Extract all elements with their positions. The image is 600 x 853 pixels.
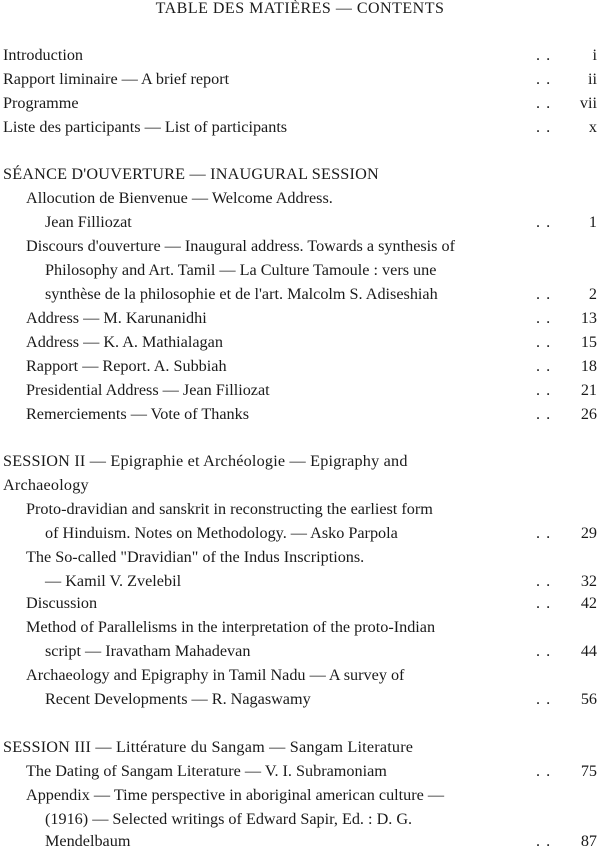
leader-dots: . . [536, 762, 552, 780]
entry-text: of Hinduism. Notes on Methodology. — Asko Parpola [45, 524, 398, 542]
entry-text: Remerciements — Vote of Thanks [26, 405, 249, 423]
toc-entry-nagaswamy[interactable] [0, 663, 600, 687]
entry-text: Programme [3, 94, 79, 112]
page-title: TABLE DES MATIÈRES — CONTENTS [155, 0, 445, 17]
toc-entry-parpola[interactable] [0, 497, 600, 521]
toc-entry-zvelebil-cont [0, 569, 600, 593]
leader-dots: . . [536, 309, 552, 327]
section-heading-text: SESSION II — Epigraphie et Archéologie — Epigraphy and [3, 452, 408, 470]
page-number: 32 [580, 572, 597, 590]
toc-entry-mahadevan-cont [0, 639, 600, 663]
entry-text: Discussion [26, 594, 98, 612]
entry-text: The Dating of Sangam Literature — V. I. Subramoniam [26, 762, 387, 780]
page-number: 42 [580, 594, 597, 612]
entry-text: Discours d'ouverture — Inaugural address. Towards a synthesis of [26, 237, 456, 255]
leader-dots: . . [536, 357, 552, 375]
toc-entry-mathialagan[interactable] [0, 330, 600, 354]
toc-entry-dating[interactable] [0, 759, 600, 783]
section-heading-session3 [0, 735, 600, 759]
page-number: i [592, 46, 597, 64]
leader-dots: . . [536, 118, 552, 136]
page-number: 75 [580, 762, 597, 780]
toc-entry-discussion[interactable] [0, 591, 600, 615]
entry-text: Rapport liminaire — A brief report [3, 70, 230, 88]
entry-author: Jean Filliozat [45, 213, 132, 231]
section-heading-text: SÉANCE D'OUVERTURE — INAUGURAL SESSION [3, 165, 379, 183]
toc-entry-appendix-cont2 [0, 829, 600, 853]
page-number: 21 [580, 381, 597, 399]
page-number: 18 [580, 357, 597, 375]
toc-entry-mahadevan[interactable] [0, 615, 600, 639]
entry-author: — Kamil V. Zvelebil [45, 572, 182, 590]
toc-entry-karunanidhi[interactable] [0, 306, 600, 330]
leader-dots: . . [536, 46, 552, 64]
page-number: 44 [580, 642, 597, 660]
page-number: 56 [580, 690, 597, 708]
leader-dots: . . [536, 381, 552, 399]
entry-text: Introduction [3, 46, 84, 64]
entry-text: Presidential Address — Jean Filliozat [26, 381, 270, 399]
toc-entry-zvelebil[interactable] [0, 545, 600, 569]
entry-text: (1916) — Selected writings of Edward Sapir, Ed. : D. G. [45, 810, 413, 828]
entry-text: Archaeology and Epigraphy in Tamil Nadu — A survey of [26, 666, 405, 684]
entry-text: Method of Parallelisms in the interpretation of the proto-Indian [26, 618, 436, 636]
toc-entry-opening-cont [0, 258, 600, 282]
page-number: 2 [588, 285, 597, 303]
entry-text: Philosophy and Art. Tamil — La Culture Tamoule : vers une [45, 261, 437, 279]
page-number: ii [588, 70, 597, 88]
toc-entry-opening-cont2 [0, 282, 600, 306]
entry-text: Proto-dravidian and sanskrit in reconstructing the earliest form [26, 500, 433, 518]
section-heading-session2 [0, 449, 600, 473]
section-heading-inaugural [0, 162, 600, 186]
section-heading-text: SESSION III — Littérature du Sangam — Sangam Literature [3, 738, 414, 756]
leader-dots: . . [536, 213, 552, 231]
entry-text: Rapport — Report. A. Subbiah [26, 357, 227, 375]
toc-entry-thanks[interactable] [0, 402, 600, 426]
page-number: x [588, 118, 597, 136]
entry-text: Recent Developments — R. Nagaswamy [45, 690, 311, 708]
entry-text: script — Iravatham Mahadevan [45, 642, 251, 660]
toc-entry-appendix-cont [0, 807, 600, 831]
page-number: 26 [580, 405, 597, 423]
toc-entry-welcome-cont[interactable] [0, 210, 600, 234]
toc-entry-introduction[interactable] [0, 43, 600, 67]
toc-entry-welcome[interactable] [0, 186, 600, 210]
toc-entry-appendix[interactable] [0, 783, 600, 807]
entry-text: Liste des participants — List of participants [3, 118, 288, 136]
toc-entry-opening[interactable] [0, 234, 600, 258]
toc-entry-brief-report[interactable] [0, 67, 600, 91]
section-heading-text: Archaeology [3, 476, 89, 494]
leader-dots: . . [536, 70, 552, 88]
leader-dots: . . [536, 285, 552, 303]
toc-entry-nagaswamy-cont [0, 687, 600, 711]
toc-entry-participants[interactable] [0, 115, 600, 139]
leader-dots: . . [536, 572, 552, 590]
entry-text: Address — K. A. Mathialagan [26, 333, 223, 351]
entry-text: Appendix — Time perspective in aboriginal american culture — [26, 786, 445, 804]
leader-dots: . . [536, 832, 552, 850]
page-number: 1 [588, 213, 597, 231]
page-number: vii [579, 94, 597, 112]
leader-dots: . . [536, 524, 552, 542]
section-heading-session2-cont [0, 473, 600, 497]
toc-entry-report[interactable] [0, 354, 600, 378]
leader-dots: . . [536, 690, 552, 708]
leader-dots: . . [536, 94, 552, 112]
page-number: 15 [580, 333, 597, 351]
leader-dots: . . [536, 594, 552, 612]
page-number: 13 [580, 309, 597, 327]
entry-text: Allocution de Bienvenue — Welcome Address. [26, 189, 333, 207]
toc-entry-presidential[interactable] [0, 378, 600, 402]
entry-text: Address — M. Karunanidhi [26, 309, 207, 327]
entry-text: synthèse de la philosophie et de l'art. Malcolm S. Adiseshiah [45, 285, 438, 303]
toc-entry-programme[interactable] [0, 91, 600, 115]
leader-dots: . . [536, 642, 552, 660]
page-number: 87 [580, 832, 597, 850]
page-number: 29 [580, 524, 597, 542]
toc-entry-parpola-cont [0, 521, 600, 545]
leader-dots: . . [536, 333, 552, 351]
entry-text: The So-called "Dravidian" of the Indus Inscriptions. [26, 548, 365, 566]
entry-text: Mendelbaum [45, 832, 131, 850]
leader-dots: . . [536, 405, 552, 423]
